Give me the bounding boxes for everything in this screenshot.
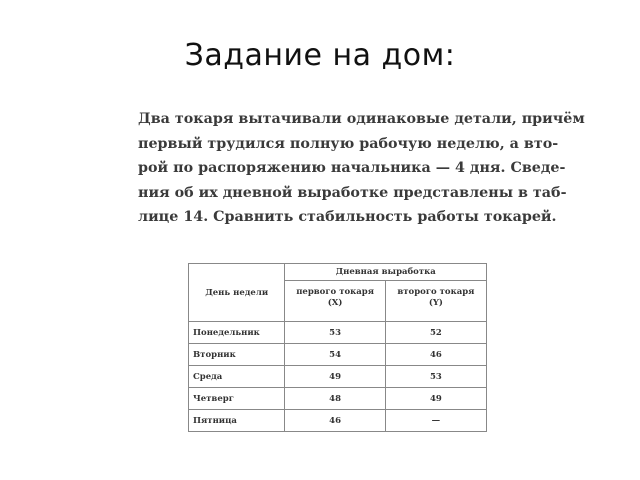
task-line: Два токаря вытачивали одинаковые детали, причём: [138, 111, 585, 127]
second-turner-header: [385, 281, 486, 322]
y-value-cell: 53: [385, 366, 486, 388]
x-value-cell: 53: [285, 322, 385, 344]
task-paragraph: [138, 107, 585, 230]
first-turner-header: [285, 281, 385, 322]
day-cell: Среда: [189, 366, 285, 388]
task-line: рой по распоряжению начальника — 4 дня. Сведе-: [138, 160, 566, 176]
x-value-cell: 46: [285, 410, 385, 432]
table-row: [189, 388, 487, 410]
x-value-cell: 48: [285, 388, 385, 410]
y-value-cell: 52: [385, 322, 486, 344]
first-turner-header-line2: (X): [327, 298, 343, 308]
y-value-cell: —: [385, 410, 486, 432]
x-value-cell: 54: [285, 344, 385, 366]
first-turner-header-line1: первого токаря: [296, 287, 374, 297]
day-header: День недели: [189, 264, 285, 322]
day-cell: Пятница: [189, 410, 285, 432]
table-row: [189, 344, 487, 366]
production-table: [188, 263, 487, 432]
day-cell: Четверг: [189, 388, 285, 410]
task-line: лице 14. Сравнить стабильность работы токарей.: [138, 209, 557, 225]
task-line: первый трудился полную рабочую неделю, а вто-: [138, 135, 559, 152]
day-cell: Вторник: [189, 344, 285, 366]
y-value-cell: 49: [385, 388, 486, 410]
table-row: [189, 366, 487, 388]
x-value-cell: 49: [285, 366, 385, 388]
daily-output-header: Дневная выработка: [285, 264, 487, 281]
slide-title: Задание на дом:: [184, 38, 456, 73]
day-cell: Понедельник: [189, 322, 285, 344]
task-line: ния об их дневной выработке представлены в таб-: [138, 184, 567, 201]
second-turner-header-line2: (Y): [428, 298, 443, 308]
y-value-cell: 46: [385, 344, 486, 366]
table-row: [189, 410, 487, 432]
table-row: [189, 322, 487, 344]
second-turner-header-line1: второго токаря: [397, 287, 475, 297]
